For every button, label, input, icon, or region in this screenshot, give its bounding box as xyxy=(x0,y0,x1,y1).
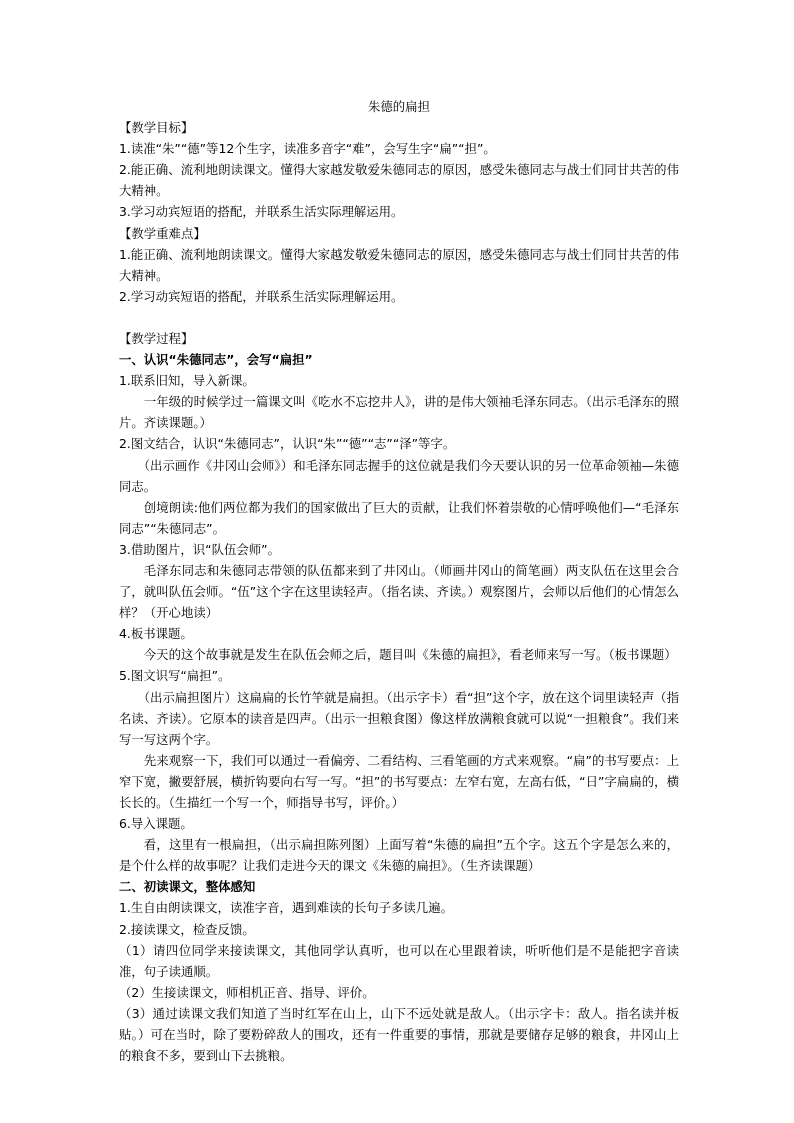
paragraph: 3.借助图片，识“队伍会师”。 xyxy=(119,541,280,557)
paragraph: 5.图文识写“扁担”。 xyxy=(119,668,231,684)
paragraph: （出示扁担图片）这扁扁的长竹竿就是扁担。（出示字卡）看“担”这个字，放在这个词里读轻声（指名读、齐读）。它原本的读音是四声。（出示一担粮食图）像这样放满粮食就可以说“一担粮食”。我们来写一写这两个字。 xyxy=(119,689,679,747)
paragraph: 1.读准“朱”“德”等12个生字，读准多音字“难”，会写生字“扁”“担”。 xyxy=(119,141,496,157)
spacer xyxy=(119,307,679,328)
paragraph: 1.能正确、流利地朗读课文。懂得大家越发敬爱朱德同志的原因，感受朱德同志与战士们同甘共苦的伟大精神。 xyxy=(119,246,679,283)
paragraph: 2.学习动宾短语的搭配，并联系生活实际理解运用。 xyxy=(119,288,404,304)
paragraph: 4.板书课题。 xyxy=(119,626,193,642)
paragraph: 2.能正确、流利地朗读课文。懂得大家越发敬爱朱德同志的原因，感受朱德同志与战士们同甘共苦的伟大精神。 xyxy=(119,162,679,199)
document-title: 朱德的扁担 xyxy=(368,99,430,114)
paragraph: 创境朗读:他们两位都为我们的国家做出了巨大的贡献，让我们怀着崇敬的心情呼唤他们—“毛泽东同志”“朱德同志”。 xyxy=(119,499,679,536)
paragraph: 【教学目标】 xyxy=(119,120,194,136)
paragraph-list xyxy=(119,117,679,1066)
paragraph: 2.图文结合，认识“朱德同志”，认识“朱”“德”“志”“泽”等字。 xyxy=(119,436,456,452)
document-body xyxy=(119,96,679,1066)
paragraph: 2.接读课文，检查反馈。 xyxy=(119,921,255,937)
paragraph: （出示画作《井冈山会师》）和毛泽东同志握手的这位就是我们今天要认识的另一位革命领袖—朱德同志。 xyxy=(119,457,679,494)
paragraph: 1.生自由朗读课文，读准字音，遇到难读的长句子多读几遍。 xyxy=(119,900,453,916)
paragraph: 看，这里有一根扁担，（出示扁担陈列图）上面写着“朱德的扁担”五个字。这五个字是怎么来的，是个什么样的故事呢？让我们走进今天的课文《朱德的扁担》。（生齐读课题） xyxy=(119,837,679,874)
paragraph: 3.学习动宾短语的搭配，并联系生活实际理解运用。 xyxy=(119,204,404,220)
paragraph: 先来观察一下，我们可以通过一看偏旁、二看结构、三看笔画的方式来观察。“扁”的书写要点：上窄下宽，撇要舒展，横折钩要向右写一写。“担”的书写要点：左窄右宽，左高右低，“日”字扁扁的，横长长的。（生描红一个写一个，师指导书写，评价。） xyxy=(119,752,679,810)
paragraph: （3）通过读课文我们知道了当时红军在山上，山下不远处就是敌人。（出示字卡：敌人。指名读并板贴。）可在当时，除了要粉碎敌人的围攻，还有一件重要的事情，那就是要储存足够的粮食，井冈山上的粮食不多，要到山下去挑粮。 xyxy=(119,1005,679,1064)
paragraph: 一年级的时候学过一篇课文叫《吃水不忘挖井人》，讲的是伟大领袖毛泽东同志。（出示毛泽东的照片。齐读课题。） xyxy=(119,394,679,431)
paragraph: 【教学过程】 xyxy=(119,330,194,346)
paragraph: （1）请四位同学来接读课文，其他同学认真听，也可以在心里跟着读，听听他们是不是能把字音读准，句子读通顺。 xyxy=(119,942,679,979)
paragraph: 毛泽东同志和朱德同志带领的队伍都来到了井冈山。（师画井冈山的简笔画）两支队伍在这里会合了，就叫队伍会师。“伍”这个字在这里读轻声。（指名读、齐读。）观察图片，会师以后他们的心情怎么样？（开心地读） xyxy=(119,562,679,621)
section-heading: 一、认识“朱德同志”，会写“扁担” xyxy=(119,352,313,368)
paragraph: 1.联系旧知，导入新课。 xyxy=(119,373,255,389)
paragraph: （2）生接读课文，师相机正音、指导、评价。 xyxy=(119,984,375,1000)
paragraph: 今天的这个故事就是发生在队伍会师之后，题目叫《朱德的扁担》，看老师来写一写。（板书课题） xyxy=(143,647,677,663)
section-heading: 二、初读课文，整体感知 xyxy=(119,879,256,895)
paragraph: 【教学重难点】 xyxy=(119,225,206,241)
paragraph: 6.导入课题。 xyxy=(119,816,193,832)
